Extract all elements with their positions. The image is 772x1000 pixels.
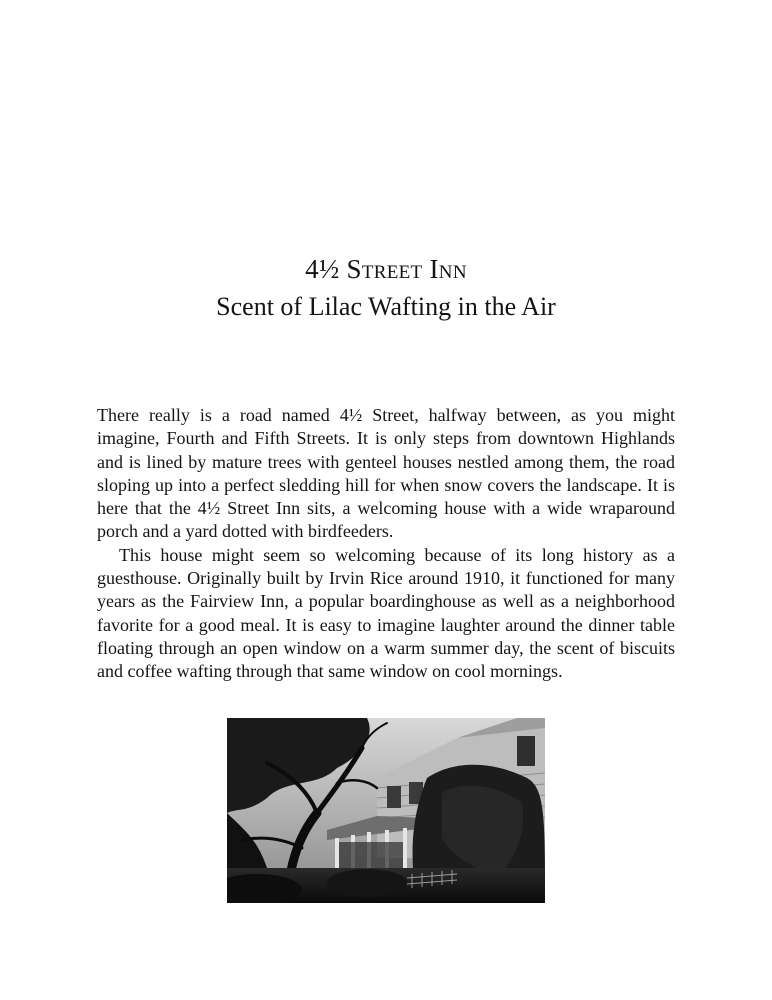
paragraph-1: There really is a road named 4½ Street, halfway between, as you might imagine, Fourth and Fifth Streets. It is only steps from downtown Highlands and is lined by mature trees with genteel houses nestled among them, the road sloping up into a perfect sledding hill for when snow covers the landscape. It is here that the 4½ Street Inn sits, a welcoming house with a wide wraparound porch and a yard dotted with birdfeeders. — [97, 405, 675, 542]
paragraph-2: This house might seem so welcoming because of its long history as a guesthouse. Originally built by Irvin Rice around 1910, it functioned for many years as the Fairview Inn, a popular boardinghouse as well as a neighborhood favorite for a good meal. It is easy to imagine laughter around the dinner table floating through an open window on a warm summer day, the scent of biscuits and coffee wafting through that same window on cool mornings. — [97, 544, 675, 682]
chapter-subtitle: Scent of Lilac Wafting in the Air — [216, 292, 556, 321]
chapter-title: 4½ Street Inn — [305, 254, 467, 284]
inn-photo — [227, 718, 545, 903]
house-photo-illustration — [227, 718, 545, 903]
chapter-heading — [0, 252, 772, 324]
chapter-body — [97, 404, 675, 684]
